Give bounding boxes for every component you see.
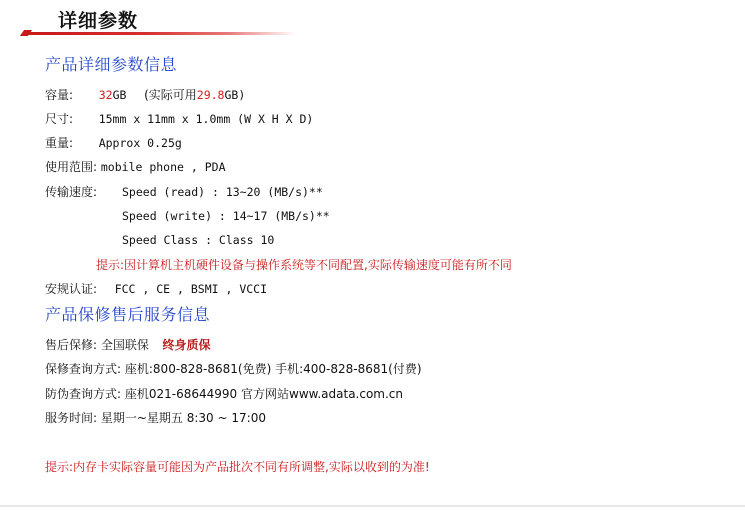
warranty-query-label: 保修查询方式: xyxy=(45,362,122,376)
transfer-write-speed: Speed (write) : 14~17 (MB/s)** xyxy=(122,209,330,223)
transfer-label: 传输速度: xyxy=(45,185,98,199)
capacity-row xyxy=(45,87,245,103)
size-row xyxy=(45,111,313,127)
anti-fake-label: 防伪查询方式: xyxy=(45,387,122,401)
after-sales-value: 全国联保 xyxy=(100,338,149,352)
after-sales-label: 售后保修: xyxy=(45,338,98,352)
service-time-row xyxy=(45,410,266,426)
capacity-actual-unit: GB) xyxy=(224,88,246,102)
warranty-query-row xyxy=(45,361,422,377)
page-title: 详细参数 xyxy=(58,10,139,32)
anti-fake-value: 座机021-68644990 官方网站www.adata.com.cn xyxy=(124,387,404,401)
transfer-row xyxy=(45,184,97,200)
weight-row xyxy=(45,135,182,151)
page-header xyxy=(0,0,745,40)
service-time-label: 服务时间: xyxy=(45,411,98,425)
size-value: 15mm x 11mm x 1.0mm (W X H X D) xyxy=(98,112,314,126)
transfer-read-speed: Speed (read) : 13~20 (MB/s)** xyxy=(122,185,323,199)
usage-row xyxy=(45,159,226,175)
speed-notice: 提示:因计算机主机硬件设备与操作系统等不同配置,实际传输速度可能有所不同 xyxy=(96,258,512,272)
warranty-query-value: 座机:800-828-8681(免费) 手机:400-828-8681(付费) xyxy=(124,362,422,376)
capacity-actual-number: 29.8 xyxy=(196,88,225,102)
warranty-heading: 产品保修售后服务信息 xyxy=(45,305,211,324)
capacity-actual-prefix: (实际可用 xyxy=(144,88,197,102)
anti-fake-row xyxy=(45,386,403,402)
capacity-notice: 提示:内存卡实际容量可能因为产品批次不同有所调整,实际以收到的为准! xyxy=(45,460,430,474)
lifetime-warranty-highlight: 终身质保 xyxy=(162,338,211,352)
size-label: 尺寸: xyxy=(45,112,74,126)
transfer-speed-class: Speed Class : Class 10 xyxy=(122,233,275,247)
title-underline xyxy=(26,32,296,35)
specs-heading: 产品详细参数信息 xyxy=(45,55,178,74)
usage-label: 使用范围: xyxy=(45,160,98,174)
service-time-value: 星期一~星期五 8:30 ~ 17:00 xyxy=(100,411,266,425)
bottom-divider xyxy=(0,505,745,507)
certification-row xyxy=(45,281,267,297)
weight-value: Approx 0.25g xyxy=(98,136,182,150)
usage-value: mobile phone , PDA xyxy=(100,160,226,174)
certification-label: 安规认证: xyxy=(45,282,98,296)
capacity-value-number: 32 xyxy=(98,88,113,102)
weight-label: 重量: xyxy=(45,136,74,150)
capacity-value-unit: GB xyxy=(112,88,127,102)
certification-value: FCC , CE , BSMI , VCCI xyxy=(114,282,268,296)
capacity-label: 容量: xyxy=(45,88,74,102)
after-sales-row xyxy=(45,337,211,353)
